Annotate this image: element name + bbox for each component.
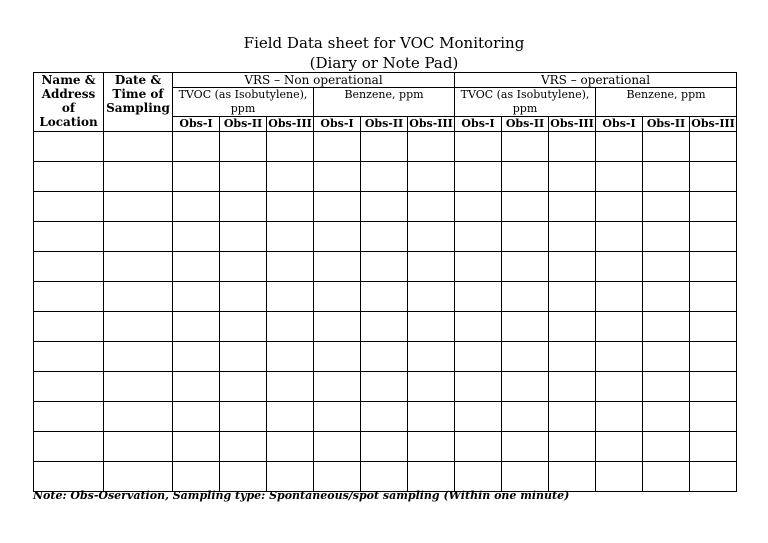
table-row — [34, 342, 737, 372]
table-cell[interactable] — [314, 432, 361, 462]
table-cell[interactable] — [314, 162, 361, 192]
table-cell[interactable] — [690, 432, 737, 462]
table-cell[interactable] — [455, 432, 502, 462]
table-cell[interactable] — [104, 162, 173, 192]
table-cell[interactable] — [361, 462, 408, 492]
table-cell[interactable] — [104, 402, 173, 432]
header-obs: Obs-II — [643, 117, 690, 132]
table-cell[interactable] — [596, 312, 643, 342]
table-cell[interactable] — [220, 462, 267, 492]
table-cell[interactable] — [173, 252, 220, 282]
table-cell[interactable] — [104, 312, 173, 342]
table-cell[interactable] — [643, 312, 690, 342]
table-cell[interactable] — [408, 132, 455, 162]
table-cell[interactable] — [361, 312, 408, 342]
table-cell[interactable] — [104, 132, 173, 162]
table-cell[interactable] — [361, 402, 408, 432]
header-name-address: Name & Address of Location — [34, 73, 104, 132]
table-cell[interactable] — [267, 432, 314, 462]
table-cell[interactable] — [690, 402, 737, 432]
table-cell[interactable] — [455, 402, 502, 432]
table-cell[interactable] — [549, 342, 596, 372]
table-cell[interactable] — [408, 462, 455, 492]
table-cell[interactable] — [643, 132, 690, 162]
table-row — [34, 252, 737, 282]
table-cell[interactable] — [549, 192, 596, 222]
table-cell[interactable] — [455, 342, 502, 372]
table-cell[interactable] — [34, 132, 104, 162]
header-obs: Obs-I — [314, 117, 361, 132]
table-cell[interactable] — [34, 372, 104, 402]
table-cell[interactable] — [314, 312, 361, 342]
table-cell[interactable] — [104, 372, 173, 402]
table-cell[interactable] — [267, 402, 314, 432]
table-cell[interactable] — [455, 312, 502, 342]
table-cell[interactable] — [502, 312, 549, 342]
table-cell[interactable] — [314, 192, 361, 222]
table-cell[interactable] — [267, 222, 314, 252]
table-cell[interactable] — [549, 252, 596, 282]
table-cell[interactable] — [596, 222, 643, 252]
sheet-subtitle: (Diary or Note Pad) — [309, 54, 459, 72]
table-cell[interactable] — [549, 462, 596, 492]
table-cell[interactable] — [220, 372, 267, 402]
table-cell[interactable] — [502, 372, 549, 402]
table-cell[interactable] — [596, 282, 643, 312]
table-cell[interactable] — [220, 252, 267, 282]
table-cell[interactable] — [173, 372, 220, 402]
table-cell[interactable] — [502, 432, 549, 462]
table-cell[interactable] — [104, 342, 173, 372]
table-row — [34, 312, 737, 342]
table-cell[interactable] — [643, 432, 690, 462]
table-cell[interactable] — [314, 372, 361, 402]
table-cell[interactable] — [34, 192, 104, 222]
table-cell[interactable] — [455, 162, 502, 192]
table-cell[interactable] — [361, 342, 408, 372]
table-row — [34, 132, 737, 162]
table-cell[interactable] — [643, 282, 690, 312]
table-cell[interactable] — [596, 132, 643, 162]
table-cell[interactable] — [408, 312, 455, 342]
table-cell[interactable] — [173, 402, 220, 432]
table-cell[interactable] — [173, 192, 220, 222]
table-cell[interactable] — [690, 132, 737, 162]
header-obs: Obs-III — [268, 117, 312, 130]
table-cell[interactable] — [34, 432, 104, 462]
table-cell[interactable] — [408, 162, 455, 192]
table-cell[interactable] — [596, 342, 643, 372]
table-cell[interactable] — [361, 132, 408, 162]
table-cell[interactable] — [596, 252, 643, 282]
header-obs: Obs-III — [550, 117, 594, 130]
table-cell[interactable] — [361, 252, 408, 282]
table-cell[interactable] — [267, 252, 314, 282]
data-rows — [34, 132, 737, 492]
table-cell[interactable] — [408, 402, 455, 432]
table-cell[interactable] — [361, 192, 408, 222]
table-cell[interactable] — [690, 222, 737, 252]
header-benzene-non-op: Benzene, ppm — [314, 88, 455, 117]
table-cell[interactable] — [549, 432, 596, 462]
table-cell[interactable] — [455, 252, 502, 282]
table-cell[interactable] — [361, 222, 408, 252]
table-cell[interactable] — [220, 162, 267, 192]
table-cell[interactable] — [220, 342, 267, 372]
table-cell[interactable] — [267, 162, 314, 192]
table-cell[interactable] — [455, 372, 502, 402]
table-cell[interactable] — [690, 192, 737, 222]
table-cell[interactable] — [220, 132, 267, 162]
table-cell[interactable] — [173, 432, 220, 462]
table-row — [34, 222, 737, 252]
table-cell[interactable] — [361, 162, 408, 192]
table-cell[interactable] — [34, 222, 104, 252]
table-cell[interactable] — [220, 192, 267, 222]
table-cell[interactable] — [361, 432, 408, 462]
table-cell[interactable] — [549, 222, 596, 252]
table-cell[interactable] — [314, 282, 361, 312]
table-cell[interactable] — [34, 312, 104, 342]
table-cell[interactable] — [643, 192, 690, 222]
table-cell[interactable] — [104, 192, 173, 222]
table-cell[interactable] — [408, 432, 455, 462]
table-cell[interactable] — [502, 192, 549, 222]
header-date-time: Date & Time of Sampling — [104, 73, 173, 132]
table-cell[interactable] — [455, 282, 502, 312]
table-cell[interactable] — [34, 162, 104, 192]
table-cell[interactable] — [596, 162, 643, 192]
table-cell[interactable] — [267, 342, 314, 372]
table-cell[interactable] — [314, 402, 361, 432]
table-row — [34, 462, 737, 492]
table-cell[interactable] — [267, 372, 314, 402]
table-cell[interactable] — [596, 402, 643, 432]
table-cell[interactable] — [596, 372, 643, 402]
header-obs: Obs-I — [173, 117, 220, 132]
table-cell[interactable] — [502, 342, 549, 372]
table-cell[interactable] — [690, 342, 737, 372]
table-cell[interactable] — [104, 462, 173, 492]
table-cell[interactable] — [314, 132, 361, 162]
header-benzene-op: Benzene, ppm — [596, 88, 737, 117]
table-cell[interactable] — [596, 462, 643, 492]
table-cell[interactable] — [220, 432, 267, 462]
table-cell[interactable] — [173, 132, 220, 162]
table-cell[interactable] — [455, 192, 502, 222]
table-cell[interactable] — [173, 462, 220, 492]
table-cell[interactable] — [314, 462, 361, 492]
table-cell[interactable] — [34, 402, 104, 432]
table-cell[interactable] — [173, 162, 220, 192]
table-cell[interactable] — [643, 462, 690, 492]
table-cell[interactable] — [408, 192, 455, 222]
table-cell[interactable] — [502, 462, 549, 492]
sheet-title: Field Data sheet for VOC Monitoring — [243, 34, 525, 52]
table-cell[interactable] — [690, 162, 737, 192]
table-cell[interactable] — [408, 372, 455, 402]
table-cell[interactable] — [314, 342, 361, 372]
table-cell[interactable] — [220, 222, 267, 252]
table-cell[interactable] — [643, 252, 690, 282]
table-cell[interactable] — [361, 282, 408, 312]
table-cell[interactable] — [220, 282, 267, 312]
table-cell[interactable] — [220, 312, 267, 342]
table-cell[interactable] — [549, 162, 596, 192]
table-cell[interactable] — [549, 312, 596, 342]
table-cell[interactable] — [549, 132, 596, 162]
table-cell[interactable] — [690, 462, 737, 492]
table-cell[interactable] — [361, 372, 408, 402]
table-cell[interactable] — [643, 402, 690, 432]
table-row — [34, 402, 737, 432]
table-cell[interactable] — [549, 282, 596, 312]
header-obs: Obs-I — [455, 117, 502, 132]
table-cell[interactable] — [643, 342, 690, 372]
table-cell[interactable] — [549, 372, 596, 402]
table-cell[interactable] — [173, 282, 220, 312]
table-row — [34, 162, 737, 192]
table-cell[interactable] — [173, 342, 220, 372]
footnote: Note: Obs-Oservation, Sampling type: Spontaneous/spot sampling (Within one minute) — [33, 489, 570, 502]
table-cell[interactable] — [408, 342, 455, 372]
table-cell[interactable] — [690, 312, 737, 342]
table-row — [34, 192, 737, 222]
table-cell[interactable] — [104, 432, 173, 462]
header-obs: Obs-I — [596, 117, 643, 132]
table-cell[interactable] — [690, 372, 737, 402]
table-cell[interactable] — [455, 132, 502, 162]
table-cell[interactable] — [267, 282, 314, 312]
header-obs: Obs-III — [409, 117, 453, 130]
table-cell[interactable] — [267, 132, 314, 162]
table-cell[interactable] — [502, 162, 549, 192]
table-cell[interactable] — [104, 282, 173, 312]
table-cell[interactable] — [455, 462, 502, 492]
table-cell[interactable] — [267, 192, 314, 222]
table-cell[interactable] — [596, 192, 643, 222]
table-cell[interactable] — [220, 402, 267, 432]
table-cell[interactable] — [173, 222, 220, 252]
table-cell[interactable] — [596, 432, 643, 462]
voc-data-table — [33, 72, 737, 492]
table-cell[interactable] — [690, 282, 737, 312]
header-obs: Obs-II — [220, 117, 267, 132]
header-tvoc-op: TVOC (as Isobutylene), ppm — [455, 88, 596, 117]
table-cell[interactable] — [314, 222, 361, 252]
table-row — [34, 372, 737, 402]
table-cell[interactable] — [502, 132, 549, 162]
table-row — [34, 282, 737, 312]
table-cell[interactable] — [408, 222, 455, 252]
table-cell[interactable] — [34, 282, 104, 312]
header-obs: Obs-II — [361, 117, 408, 132]
table-cell[interactable] — [549, 402, 596, 432]
header-obs: Obs-III — [691, 117, 735, 130]
table-row — [34, 432, 737, 462]
table-cell[interactable] — [34, 462, 104, 492]
table-cell[interactable] — [104, 222, 173, 252]
table-cell[interactable] — [408, 282, 455, 312]
table-cell[interactable] — [502, 402, 549, 432]
table-cell[interactable] — [173, 312, 220, 342]
table-cell[interactable] — [104, 252, 173, 282]
table-cell[interactable] — [690, 252, 737, 282]
header-obs: Obs-II — [502, 117, 549, 132]
table-cell[interactable] — [267, 462, 314, 492]
header-vrs-operational: VRS – operational — [455, 73, 737, 88]
table-cell[interactable] — [314, 252, 361, 282]
table-cell[interactable] — [408, 252, 455, 282]
table-cell[interactable] — [643, 162, 690, 192]
header-vrs-non-operational: VRS – Non operational — [173, 73, 455, 88]
table-cell[interactable] — [502, 222, 549, 252]
table-cell[interactable] — [455, 222, 502, 252]
table-cell[interactable] — [643, 372, 690, 402]
table-cell[interactable] — [502, 252, 549, 282]
table-cell[interactable] — [34, 252, 104, 282]
table-cell[interactable] — [34, 342, 104, 372]
header-tvoc-non-op: TVOC (as Isobutylene), ppm — [173, 88, 314, 117]
table-cell[interactable] — [502, 282, 549, 312]
table-cell[interactable] — [267, 312, 314, 342]
table-cell[interactable] — [643, 222, 690, 252]
